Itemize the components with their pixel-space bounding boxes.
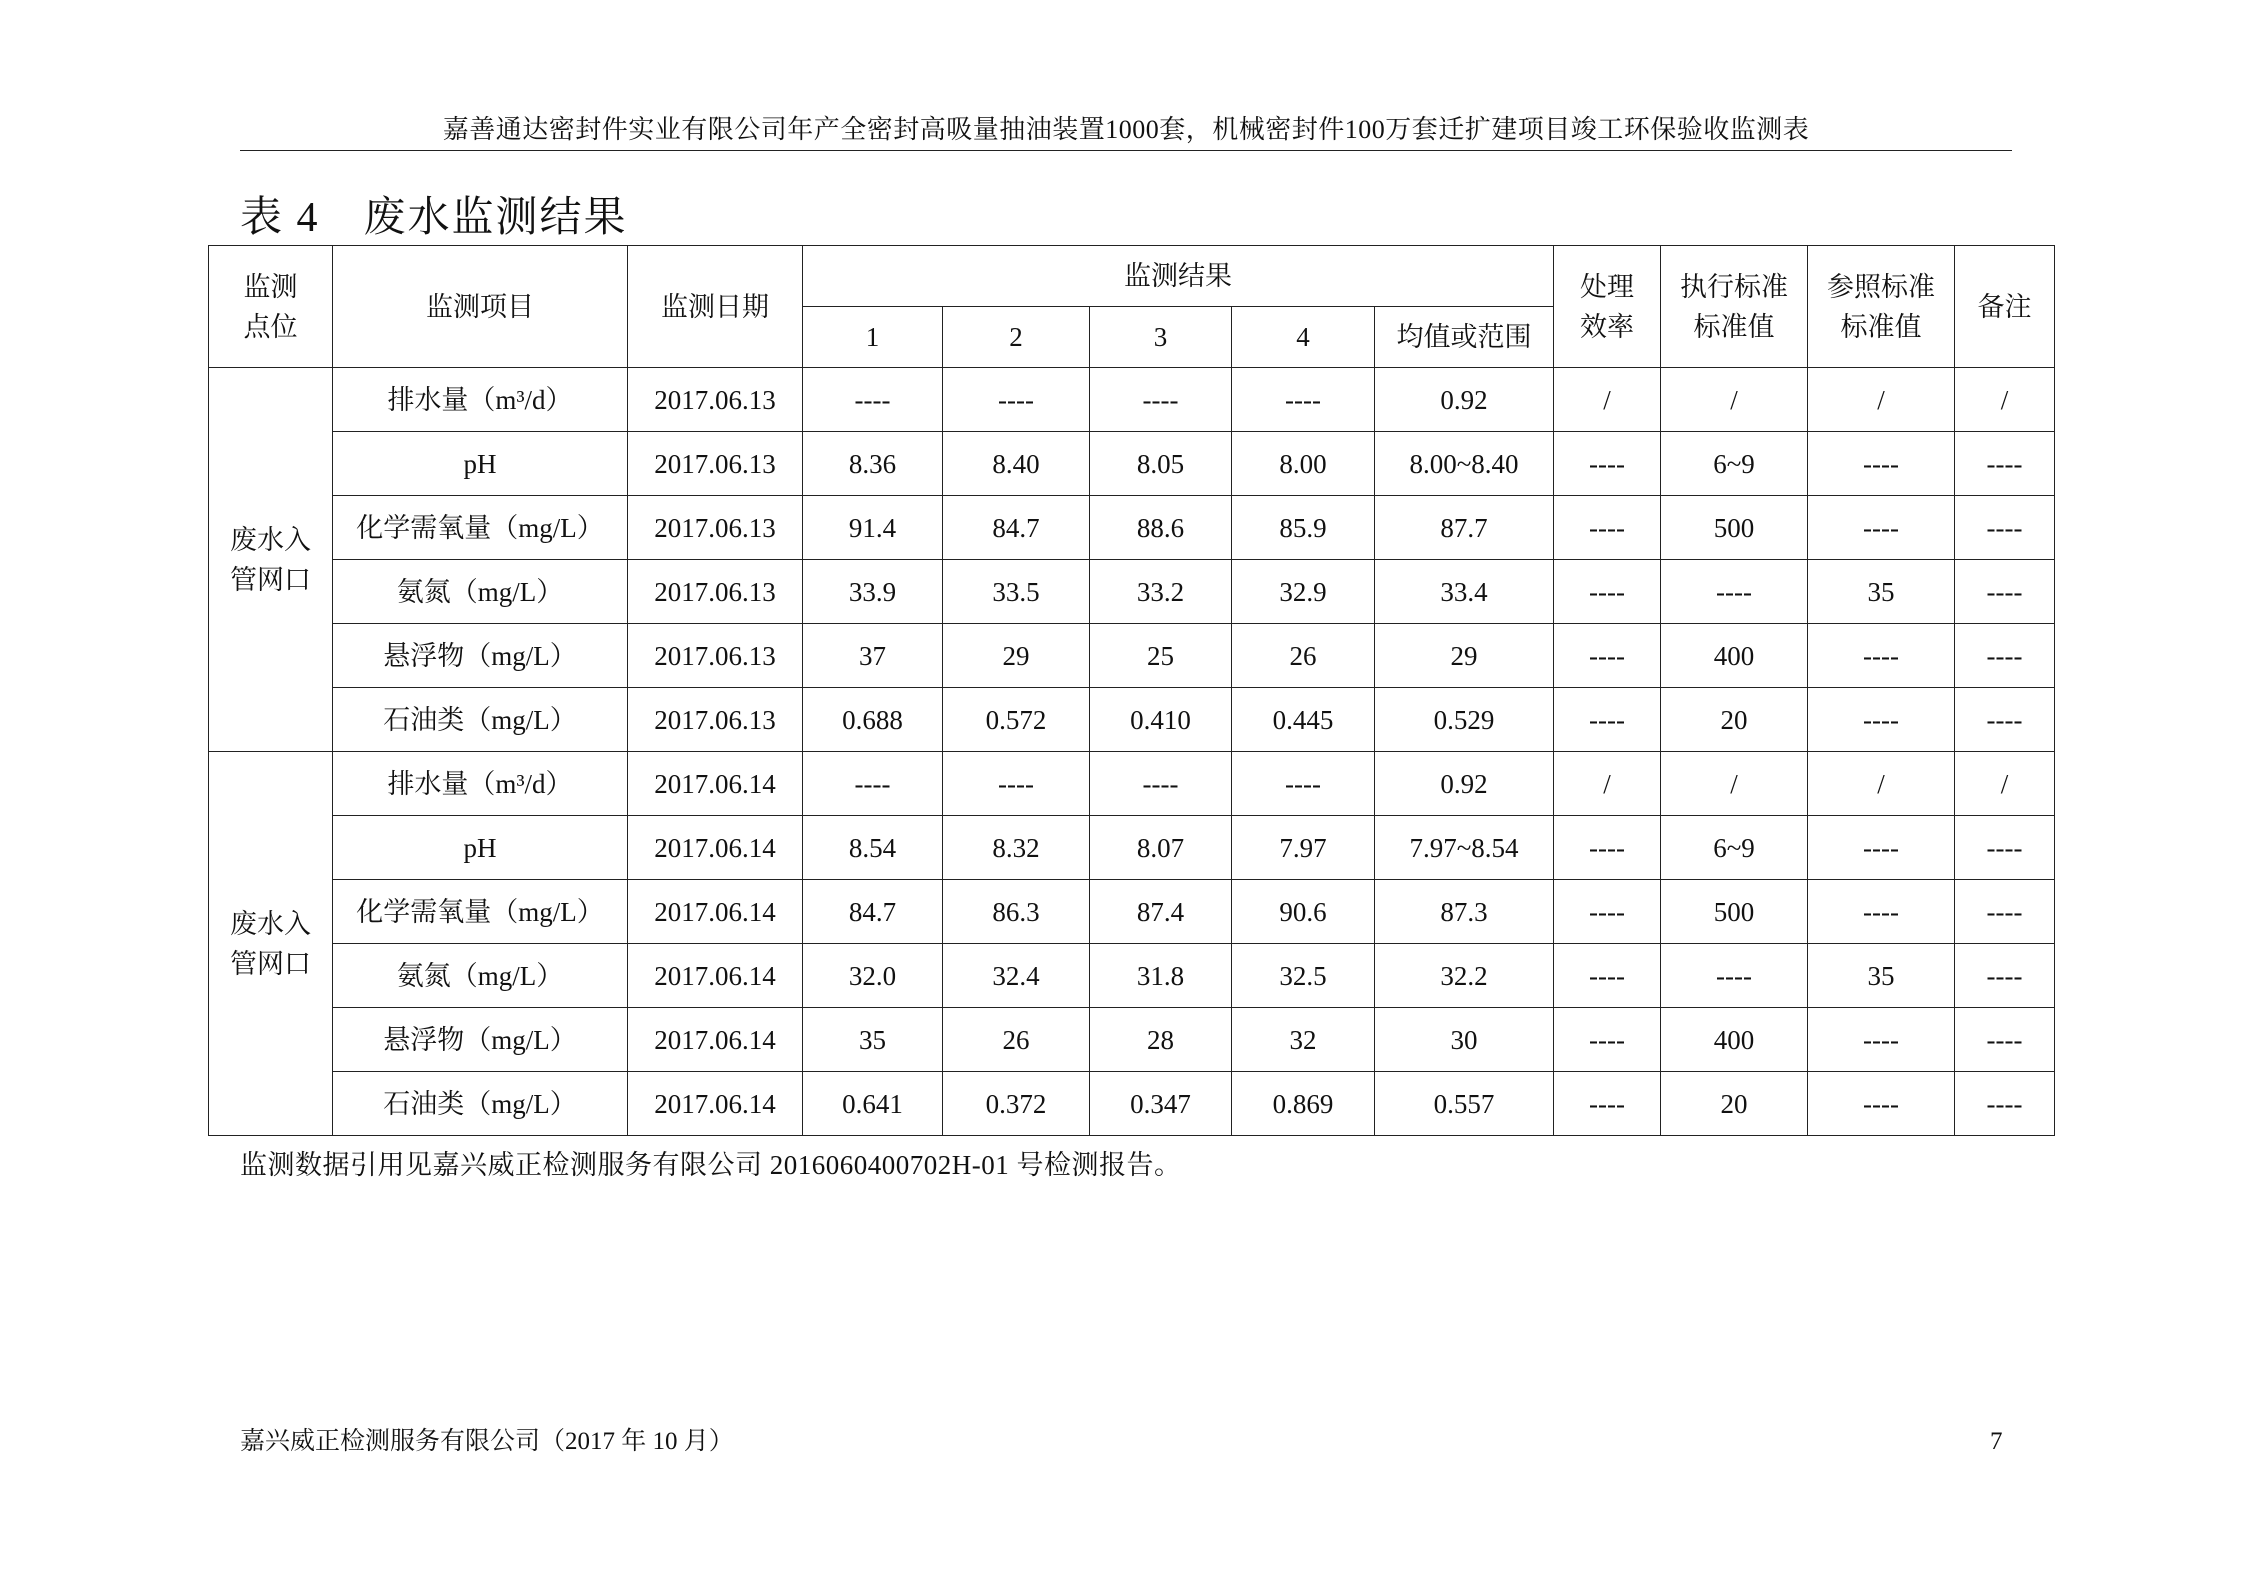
cell-sample-1: 8.36 (803, 432, 943, 496)
cell-sample-1: 33.9 (803, 560, 943, 624)
cell-sample-2: 26 (943, 1008, 1090, 1072)
cell-date: 2017.06.13 (628, 624, 803, 688)
cell-remark: ---- (1955, 1008, 2055, 1072)
cell-efficiency: ---- (1554, 496, 1661, 560)
cell-sample-4: ---- (1232, 368, 1375, 432)
cell-item: 悬浮物（mg/L） (333, 624, 628, 688)
cell-remark: ---- (1955, 432, 2055, 496)
table-row (209, 752, 2055, 816)
header-efficiency-line1: 处理 (1580, 271, 1635, 302)
cell-remark: ---- (1955, 944, 2055, 1008)
header-exec-line2: 标准值 (1693, 311, 1775, 342)
header-efficiency-line2: 效率 (1580, 311, 1635, 342)
cell-efficiency: ---- (1554, 432, 1661, 496)
cell-sample-4: ---- (1232, 752, 1375, 816)
cell-average: 87.3 (1375, 880, 1554, 944)
cell-average: 0.92 (1375, 368, 1554, 432)
cell-remark: / (1955, 368, 2055, 432)
cell-ref-standard: ---- (1808, 496, 1955, 560)
cell-date: 2017.06.13 (628, 560, 803, 624)
header-results: 监测结果 (803, 246, 1554, 307)
cell-sample-2: 29 (943, 624, 1090, 688)
header-ref-line2: 标准值 (1840, 311, 1922, 342)
cell-efficiency: ---- (1554, 688, 1661, 752)
cell-sample-3: 8.07 (1090, 816, 1232, 880)
cell-date: 2017.06.13 (628, 368, 803, 432)
cell-average: 33.4 (1375, 560, 1554, 624)
header-sample-4: 4 (1232, 307, 1375, 368)
cell-item: 化学需氧量（mg/L） (333, 496, 628, 560)
cell-sample-4: 32 (1232, 1008, 1375, 1072)
cell-remark: ---- (1955, 496, 2055, 560)
cell-average: 8.00~8.40 (1375, 432, 1554, 496)
cell-sample-2: 0.372 (943, 1072, 1090, 1136)
cell-remark: ---- (1955, 688, 2055, 752)
cell-exec-standard: 500 (1661, 880, 1808, 944)
header-divider (240, 150, 2012, 151)
cell-item: 化学需氧量（mg/L） (333, 880, 628, 944)
wastewater-results-table (208, 245, 2055, 1136)
cell-average: 0.529 (1375, 688, 1554, 752)
cell-ref-standard: ---- (1808, 432, 1955, 496)
header-date: 监测日期 (628, 246, 803, 368)
cell-sample-4: 0.869 (1232, 1072, 1375, 1136)
cell-exec-standard: 400 (1661, 1008, 1808, 1072)
cell-sample-3: 28 (1090, 1008, 1232, 1072)
cell-sample-3: 25 (1090, 624, 1232, 688)
table-row (209, 432, 2055, 496)
table-title: 表 4 废水监测结果 (240, 195, 628, 241)
cell-sample-2: 33.5 (943, 560, 1090, 624)
cell-location (209, 368, 333, 752)
cell-sample-3: 87.4 (1090, 880, 1232, 944)
cell-sample-2: ---- (943, 752, 1090, 816)
cell-sample-4: 85.9 (1232, 496, 1375, 560)
cell-date: 2017.06.14 (628, 944, 803, 1008)
header-exec-line1: 执行标准 (1680, 271, 1789, 302)
table-row (209, 880, 2055, 944)
header-exec-standard (1661, 246, 1808, 368)
cell-location-line: 管网口 (230, 564, 311, 595)
cell-sample-1: ---- (803, 368, 943, 432)
header-remark: 备注 (1955, 246, 2055, 368)
cell-sample-1: 84.7 (803, 880, 943, 944)
header-sample-3: 3 (1090, 307, 1232, 368)
cell-sample-2: ---- (943, 368, 1090, 432)
cell-sample-4: 26 (1232, 624, 1375, 688)
header-location (209, 246, 333, 368)
cell-exec-standard: / (1661, 368, 1808, 432)
cell-item: 氨氮（mg/L） (333, 944, 628, 1008)
cell-remark: ---- (1955, 560, 2055, 624)
header-sample-1: 1 (803, 307, 943, 368)
cell-average: 0.557 (1375, 1072, 1554, 1136)
cell-sample-1: 0.688 (803, 688, 943, 752)
header-average: 均值或范围 (1375, 307, 1554, 368)
cell-sample-3: 0.410 (1090, 688, 1232, 752)
cell-ref-standard: / (1808, 368, 1955, 432)
cell-item: 排水量（m³/d） (333, 368, 628, 432)
cell-average: 7.97~8.54 (1375, 816, 1554, 880)
header-item: 监测项目 (333, 246, 628, 368)
table-row (209, 368, 2055, 432)
cell-remark: / (1955, 752, 2055, 816)
cell-efficiency: ---- (1554, 560, 1661, 624)
cell-ref-standard: ---- (1808, 1072, 1955, 1136)
cell-sample-2: 84.7 (943, 496, 1090, 560)
cell-sample-2: 86.3 (943, 880, 1090, 944)
header-location-line1: 监测 (243, 271, 298, 302)
table-row (209, 816, 2055, 880)
cell-exec-standard: 400 (1661, 624, 1808, 688)
table-row (209, 496, 2055, 560)
cell-date: 2017.06.13 (628, 688, 803, 752)
cell-exec-standard: 6~9 (1661, 432, 1808, 496)
cell-remark: ---- (1955, 880, 2055, 944)
cell-sample-3: 88.6 (1090, 496, 1232, 560)
cell-sample-4: 7.97 (1232, 816, 1375, 880)
cell-sample-2: 32.4 (943, 944, 1090, 1008)
page-number: 7 (1990, 1428, 2003, 1455)
footer-company: 嘉兴威正检测服务有限公司（2017 年 10 月） (240, 1428, 734, 1455)
cell-ref-standard: 35 (1808, 560, 1955, 624)
cell-efficiency: / (1554, 368, 1661, 432)
header-efficiency (1554, 246, 1661, 368)
cell-average: 87.7 (1375, 496, 1554, 560)
cell-efficiency: ---- (1554, 816, 1661, 880)
cell-efficiency: ---- (1554, 624, 1661, 688)
cell-sample-1: 35 (803, 1008, 943, 1072)
cell-date: 2017.06.13 (628, 496, 803, 560)
cell-date: 2017.06.14 (628, 1072, 803, 1136)
cell-efficiency: ---- (1554, 880, 1661, 944)
cell-exec-standard: ---- (1661, 560, 1808, 624)
cell-date: 2017.06.14 (628, 1008, 803, 1072)
cell-location (209, 752, 333, 1136)
cell-ref-standard: ---- (1808, 688, 1955, 752)
cell-sample-3: 33.2 (1090, 560, 1232, 624)
table-row (209, 944, 2055, 1008)
cell-sample-1: 91.4 (803, 496, 943, 560)
cell-sample-4: 32.9 (1232, 560, 1375, 624)
cell-sample-3: ---- (1090, 368, 1232, 432)
cell-item: 氨氮（mg/L） (333, 560, 628, 624)
cell-average: 30 (1375, 1008, 1554, 1072)
cell-item: 石油类（mg/L） (333, 688, 628, 752)
cell-sample-4: 32.5 (1232, 944, 1375, 1008)
cell-ref-standard: ---- (1808, 1008, 1955, 1072)
cell-remark: ---- (1955, 624, 2055, 688)
cell-exec-standard: 20 (1661, 1072, 1808, 1136)
cell-efficiency: ---- (1554, 1072, 1661, 1136)
cell-average: 32.2 (1375, 944, 1554, 1008)
cell-average: 0.92 (1375, 752, 1554, 816)
running-header-title: 嘉善通达密封件实业有限公司年产全密封高吸量抽油装置1000套，机械密封件100万套迁扩建项目竣工环保验收监测表 (442, 115, 1810, 144)
header-ref-line1: 参照标准 (1827, 271, 1936, 302)
cell-sample-3: 31.8 (1090, 944, 1232, 1008)
cell-sample-1: 37 (803, 624, 943, 688)
header-ref-standard (1808, 246, 1955, 368)
cell-efficiency: ---- (1554, 1008, 1661, 1072)
cell-remark: ---- (1955, 816, 2055, 880)
cell-location-line: 废水入 (230, 524, 311, 555)
header-sample-2: 2 (943, 307, 1090, 368)
cell-sample-1: ---- (803, 752, 943, 816)
table-body (209, 368, 2055, 1136)
cell-sample-1: 32.0 (803, 944, 943, 1008)
table-row (209, 1072, 2055, 1136)
table-row (209, 560, 2055, 624)
cell-sample-2: 8.32 (943, 816, 1090, 880)
cell-sample-4: 0.445 (1232, 688, 1375, 752)
table-row (209, 688, 2055, 752)
cell-sample-1: 8.54 (803, 816, 943, 880)
cell-item: 排水量（m³/d） (333, 752, 628, 816)
cell-exec-standard: / (1661, 752, 1808, 816)
table-row (209, 1008, 2055, 1072)
cell-exec-standard: 500 (1661, 496, 1808, 560)
cell-sample-3: 0.347 (1090, 1072, 1232, 1136)
cell-remark: ---- (1955, 1072, 2055, 1136)
cell-average: 29 (1375, 624, 1554, 688)
cell-sample-3: ---- (1090, 752, 1232, 816)
table-row (209, 624, 2055, 688)
cell-location-line: 管网口 (230, 948, 311, 979)
cell-ref-standard: ---- (1808, 816, 1955, 880)
cell-sample-4: 90.6 (1232, 880, 1375, 944)
cell-ref-standard: / (1808, 752, 1955, 816)
cell-sample-4: 8.00 (1232, 432, 1375, 496)
cell-sample-1: 0.641 (803, 1072, 943, 1136)
cell-exec-standard: 20 (1661, 688, 1808, 752)
cell-sample-2: 8.40 (943, 432, 1090, 496)
cell-ref-standard: ---- (1808, 880, 1955, 944)
cell-date: 2017.06.14 (628, 816, 803, 880)
cell-exec-standard: ---- (1661, 944, 1808, 1008)
cell-date: 2017.06.13 (628, 432, 803, 496)
cell-location-line: 废水入 (230, 908, 311, 939)
data-source-note: 监测数据引用见嘉兴威正检测服务有限公司 2016060400702H-01 号检测报告。 (240, 1150, 1182, 1180)
cell-efficiency: / (1554, 752, 1661, 816)
cell-exec-standard: 6~9 (1661, 816, 1808, 880)
cell-item: pH (333, 432, 628, 496)
cell-date: 2017.06.14 (628, 752, 803, 816)
cell-efficiency: ---- (1554, 944, 1661, 1008)
cell-date: 2017.06.14 (628, 880, 803, 944)
cell-sample-3: 8.05 (1090, 432, 1232, 496)
cell-item: 石油类（mg/L） (333, 1072, 628, 1136)
cell-item: 悬浮物（mg/L） (333, 1008, 628, 1072)
header-location-line2: 点位 (243, 311, 298, 342)
cell-item: pH (333, 816, 628, 880)
cell-ref-standard: 35 (1808, 944, 1955, 1008)
cell-ref-standard: ---- (1808, 624, 1955, 688)
cell-sample-2: 0.572 (943, 688, 1090, 752)
